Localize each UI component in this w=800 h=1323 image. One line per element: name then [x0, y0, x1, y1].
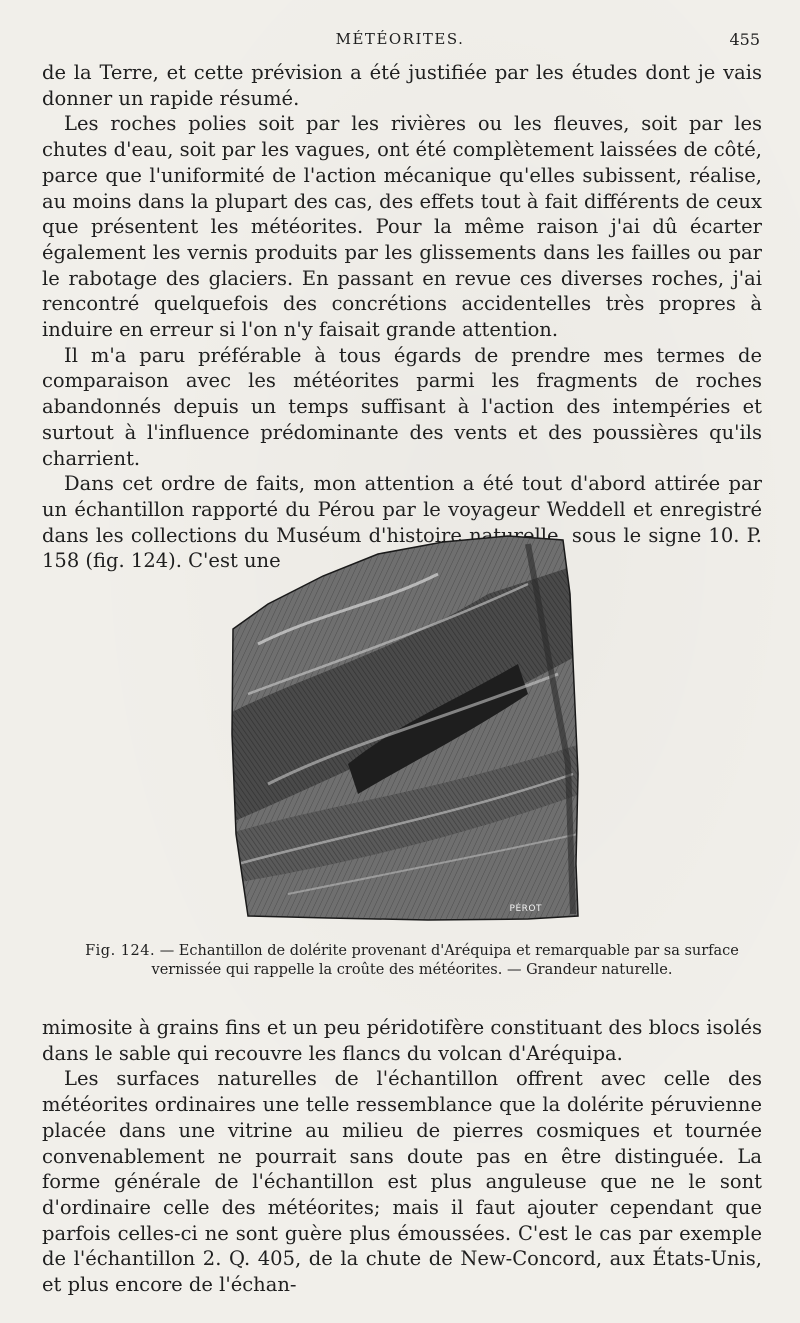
- paragraph: Il m'a paru préférable à tous égards de prendre mes termes de comparaison avec les météorites parmi les fragments de roches abandonnés depuis un temps suffisant à l'action des intempéries et surtout à l'influence prédominante des vents et des poussières qu'ils charrient.: [42, 343, 762, 470]
- engraving-illustration: [228, 534, 580, 922]
- figure-caption: [62, 942, 762, 980]
- paragraph: mimosite à grains fins et un peu péridotifère constituant des blocs isolés dans le sable qui recouvre les flancs du volcan d'Aréquipa.: [42, 1016, 762, 1065]
- paragraph: Dans cet ordre de faits, mon attention a été tout d'abord attirée par un échantillon rapporté du Pérou par le voyageur Weddell et enregistré dans les collections du Muséum d'histoire naturelle, sous le signe 10. P. 158 (fig. 124). C'est une: [42, 472, 762, 573]
- body-text-bottom: [42, 1015, 762, 1298]
- rock-specimen-engraving: [228, 534, 580, 922]
- running-title: MÉTÉORITES.: [335, 30, 465, 48]
- running-head: [40, 30, 760, 54]
- paragraph: de la Terre, et cette prévision a été justifiée par les études dont je vais donner un rapide résumé.: [42, 61, 762, 110]
- page-number: 455: [729, 30, 760, 49]
- paragraph: Les surfaces naturelles de l'échantillon offrent avec celle des météorites ordinaires une telle ressemblance que la dolérite péruvienne placée dans une vitrine au milieu de pierres cosmiques et tournée convenablement ne pourrait sans doute pas en être distinguée. La forme générale de l'échantillon est plus anguleuse que ne le sont d'ordinaire celle des météorites; mais il faut ajouter cependant que parfois celles-ci ne sont guère plus émoussées. C'est le cas par exemple de l'échantillon 2. Q. 405, de la chute de New-Concord, aux États-Unis, et plus encore de l'échan-: [42, 1067, 762, 1297]
- engraver-signature: PÉROT: [509, 904, 542, 914]
- paragraph: Les roches polies soit par les rivières ou les fleuves, soit par les chutes d'eau, soit par les vagues, ont été complètement laissées de côté, parce que l'uniformité de l'action mécanique qu'elles subissent, réalise, au moins dans la plupart des cas, des effets tout à fait différents de ceux que présentent les météorites. Pour la même raison j'ai dû écarter également les vernis produits par les glissements dans les failles ou par le rabotage des glaciers. En passant en revue ces diverses roches, j'ai rencontré quelquefois des concrétions accidentelles très propres à induire en erreur si l'on n'y faisait grande attention.: [42, 112, 762, 342]
- figure-label: Fig. 124.: [85, 943, 156, 959]
- body-text-top: [42, 60, 762, 574]
- figure-caption-text: — Echantillon de dolérite provenant d'Aréquipa et remarquable par sa surface vernissée qui rappelle la croûte des météorites. — Grandeur naturelle.: [151, 943, 739, 978]
